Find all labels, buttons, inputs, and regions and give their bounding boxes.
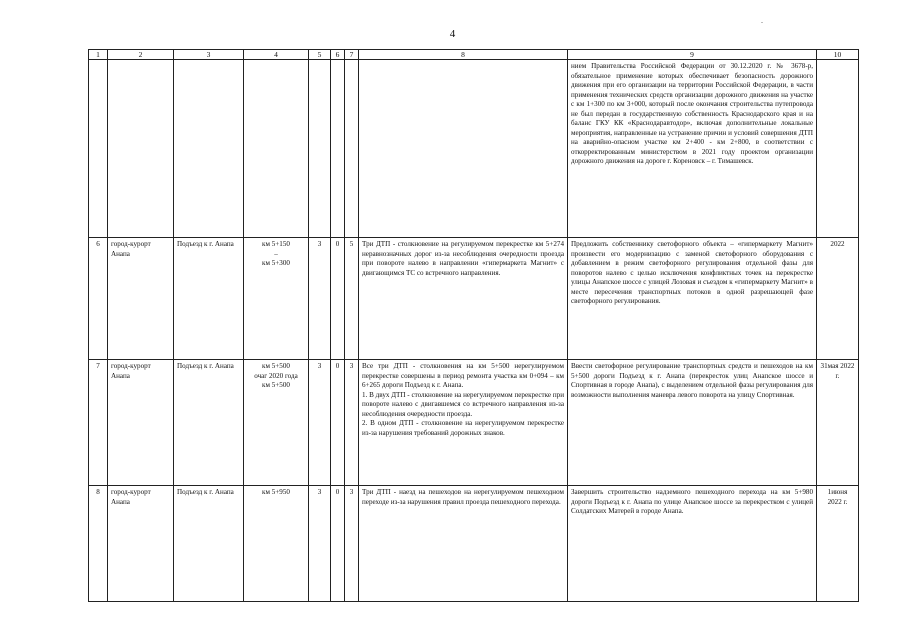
accidents-count: 3 [309,360,331,486]
table-row [89,486,859,602]
injured-count: 3 [345,360,359,486]
proposed-measures: нием Правительства Российской Федерации от 30.12.2020 г. № 3678-р, обязательное применение которых обеспечивает безопасность дорожного движения при его организации на территории Российской Федерации, в части применения технических средств организации дорожного движения на участке с км 1+300 по км 3+000, который после окончания строительства путепровода не был передан в государственную собственность Краснодарского края и на баланс ГКУ КК «Краснодаравтодор», включая дополнительные локальные мероприятия, направленные на устранение причин и условий совершения ДТП на аварийно-опасном участке км 2+400 - км 2+800, в соответствии с откорректированным министерством в 2021 году проектом организации дорожного движения на дороге г. Кореновск – г. Тимашевск. [568,60,817,238]
deadline [817,60,859,238]
section-line: км 5+150 [262,240,290,248]
accidents-count: 3 [309,486,331,602]
proposed-measures: Ввести светофорное регулирование транспортных средств и пешеходов на км 5+500 дороги Подъезд к г. Анапа (перекресток улиц Анапское шоссе и Спортивная в городе Анапа), с выделением отдельной фазы регулирования для возможности выполнения маневра левого поворота на улицу Спортивная. [568,360,817,486]
column-header: 2 [108,50,174,60]
table-row [89,360,859,486]
row-number [89,60,108,238]
table-row [89,238,859,360]
row-number: 7 [89,360,108,486]
injured-count: 5 [345,238,359,360]
proposed-measures: Завершить строительство надземного пешеходного перехода на км 5+980 дороги Подъезд к г. Анапа по улице Анапское шоссе за перекрестком с улицей Солдатских Матерей в городе Анапа. [568,486,817,602]
road-name: Подъезд к г. Анапа [174,360,244,486]
municipality: город-курорт Анапа [108,360,174,486]
road-name: Подъезд к г. Анапа [174,238,244,360]
killed-count [331,60,345,238]
killed-count: 0 [331,360,345,486]
section-line: – [274,249,278,258]
killed-count: 0 [331,486,345,602]
injured-count [345,60,359,238]
deadline: 31мая 2022 г. [817,360,859,486]
row-number: 8 [89,486,108,602]
column-header: 5 [309,50,331,60]
road-section [244,60,309,238]
section-line: км 5+950 [262,488,290,496]
municipality [108,60,174,238]
injured-count: 3 [345,486,359,602]
road-section [244,238,309,360]
measures-table [88,49,859,602]
description-paragraph: Три ДТП - столкновение на регулируемом перекрестке км 5+274 неравнозначных дорог из-за несоблюдения очередности проезда при повороте налево в направлении «гипермаркета Магнит» с двигающимся ТС со встречного направления. [362,240,564,277]
column-header: 6 [331,50,345,60]
municipality: город-курорт Анапа [108,486,174,602]
page-number: 4 [449,28,456,40]
column-header-row [89,50,859,60]
deadline: 2022 [817,238,859,360]
table-row [89,60,859,238]
column-header: 8 [359,50,568,60]
municipality: город-курорт Анапа [108,238,174,360]
column-header: 10 [817,50,859,60]
accidents-count [309,60,331,238]
accident-description [359,360,568,486]
description-paragraph: 2. В одном ДТП - столкновение на нерегулируемом перекрестке из-за нарушения требований дорожных знаков. [362,419,564,437]
section-line: км 5+500 [262,381,290,389]
column-header: 3 [174,50,244,60]
proposed-measures: Предложить собственнику светофорного объекта – «гипермаркету Магнит» произвести его модернизацию с заменой светофорного оборудования с добавлением в режим светофорного регулирования отдельной фазы для поворотов налево с целью исключения конфликтных точек на перекрестке улицы Анапское шоссе с улицей Лозовая и съездом к «гипермаркету Магнит» в месте пересечения транспортных потоков в одной разрешающей фазе светофорного регулирования. [568,238,817,360]
scan-mark: . [761,16,763,25]
accident-description [359,486,568,602]
accident-description [359,60,568,238]
section-line: км 5+300 [262,259,290,267]
description-paragraph: 1. В двух ДТП - столкновение на нерегулируемом перекрестке при повороте налево с двигавшемся со встречного направления из-за несоблюдения очередности проезда. [362,390,564,418]
deadline: 1июня 2022 г. [817,486,859,602]
road-name [174,60,244,238]
column-header: 1 [89,50,108,60]
column-header: 4 [244,50,309,60]
column-header: 9 [568,50,817,60]
column-header: 7 [345,50,359,60]
section-line: очаг 2020 года [254,371,298,380]
row-number: 6 [89,238,108,360]
accidents-count: 3 [309,238,331,360]
description-paragraph: Три ДТП - наезд на пешеходов на нерегулируемом пешеходном переходе из-за нарушения правил проезда пешеходного перехода. [362,488,564,506]
road-section [244,486,309,602]
description-paragraph: Все три ДТП - столкновения на км 5+500 нерегулируемом перекрестке совершены в период ремонта участка км 0+094 – км 6+265 дороги Подъезд к г. Анапа. [362,362,564,389]
road-name: Подъезд к г. Анапа [174,486,244,602]
accident-description [359,238,568,360]
section-line: км 5+500 [262,362,290,370]
road-section [244,360,309,486]
killed-count: 0 [331,238,345,360]
